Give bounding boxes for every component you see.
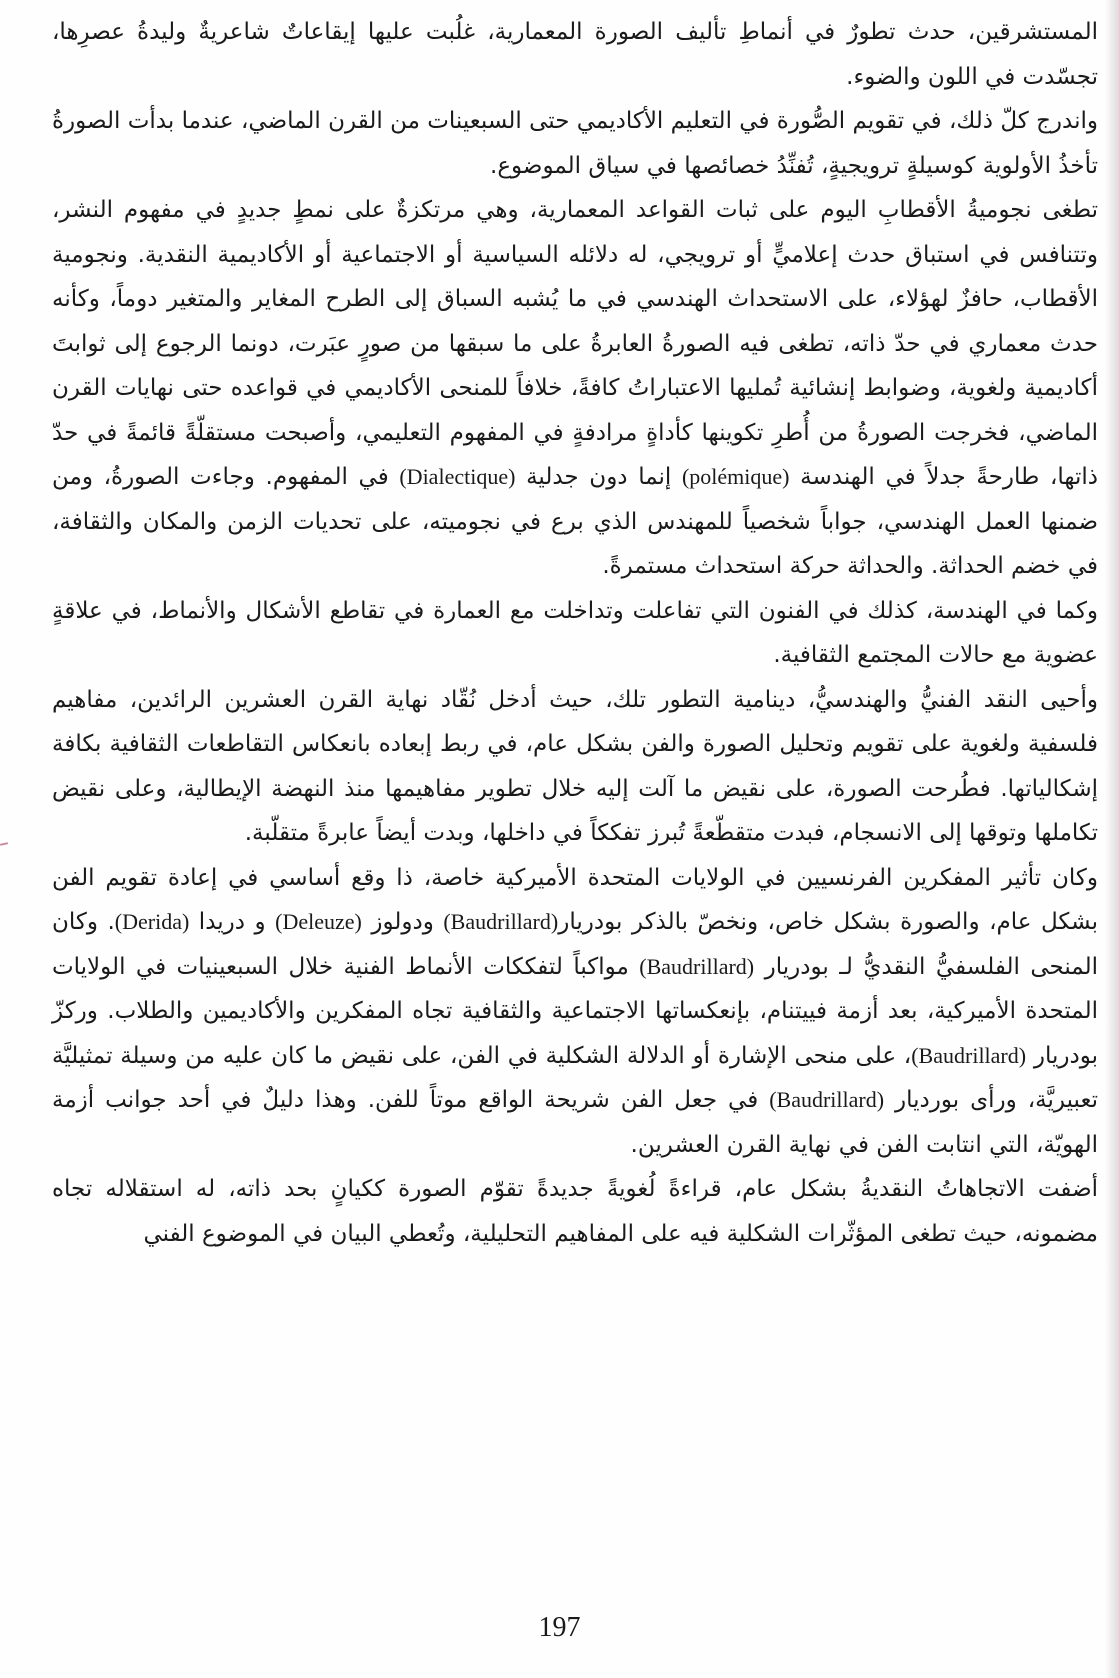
paragraph-2: واندرج كلّ ذلك، في تقويم الصُّورة في التعليم الأكاديمي حتى السبعينات من القرن الماضي، عندما بدأت الصورةُ تأخذُ الأولوية كوسيلةٍ ترويجيةٍ، تُفنِّدُ خصائصها في سياق الموضوع. — [52, 108, 1098, 179]
body-text — [52, 10, 1098, 1256]
page-number: 197 — [538, 1612, 581, 1643]
paragraph-6-text-1: وكان تأثير المفكرين الفرنسيين في الولايات المتحدة الأميركية خاصة، ذا وقع أساسي في إعادة تقويم الفن بشكل عام، والصورة بشكل خاص، ونخصّ بالذكر بودريار — [52, 864, 1099, 935]
margin-mark — [0, 842, 8, 846]
paragraph-3-body: تطغى نجوميةُ الأقطابِ اليوم على ثبات القواعد المعمارية، وهي مرتكزةٌ على نمطٍ جديدٍ في مفهوم النشر، وتتنافس في استباق حدث إعلاميٍّ أو ترويجي، له دلائله السياسية أو الاجتماعية أو الأكاديمية النقدية. ونجومية الأقطاب، حافزٌ لهؤلاء، على الاستحداث الهندسي في ما يُشبه السباق إلى الطرح المغاير والمتغير دوماً، وكأنه حدث معماري في حدّ ذاته، تطغى فيه الصورةُ العابرةُ على ما سبقها من صورٍ عبَرت، دونما الرجوع إلى ثوابتَ أكاديمية ولغوية، وضوابط إنشائية تُمليها الاعتباراتُ كافةً، خلافاً للمنحى الأكاديمي في قواعده حتى نهايات القرن الماضي، فخرجت الصورةُ من أُطرِ تكوينها كأداةٍ مرادفةٍ في المفهوم التعليمي، وأصبحت مستقلّةً قائمةً في حدّ ذاتها، طارحةً جدلاً في الهندسة — [52, 197, 1099, 490]
paragraph-6-text-2: ودولوز — [361, 909, 444, 935]
paragraph-1: المستشرقين، حدث تطورٌ في أنماطِ تأليف الصورة المعمارية، غلُبت عليها إيقاعاتٌ شاعريةٌ وليدةُ عصرِها، تجسّدت في اللون والضوء. — [52, 19, 1098, 90]
paragraph-6-text-6: ، على منحى الإشارة أو الدلالة الشكلية في الفن، على نقيض ما كان عليه من وسيلة تمثيليَّة تعبيريَّة، ورأى بورديار — [52, 1042, 1098, 1113]
term-deleuze: (Deleuze) — [275, 909, 362, 934]
paragraph-5: وأحيى النقد الفنيُّ والهندسيُّ، دينامية التطور تلك، حيث أدخل نُقّاد نهاية القرن العشرين الرائدين، مفاهيم فلسفية ولغوية على تقويم وتحليل الصورة والفن بشكل عام، في ربط إبعاده بانعكاس التقاطعات الثقافية بكافة إشكالياتها. فطُرحت الصورة، على نقيض ما آلت إليه خلال تطوير مفاهيمها منذ النهضة الإيطالية، وعلى نقيض تكاملها وتوقها إلى الانسجام، فبدت متقطّعةً تُبرز تفككاً في داخلها، وبدت أيضاً عابرةً متقلّبة. — [52, 686, 1098, 846]
paragraph-4: وكما في الهندسة، كذلك في الفنون التي تفاعلت وتداخلت مع العمارة في تقاطع الأشكال والأنماط، في علاقةٍ عضوية مع حالات المجتمع الثقافية. — [52, 597, 1098, 668]
paragraph-6-text-7: في جعل الفن شريحة الواقع موتاً للفن. وهذا دليلٌ في أحد جوانب أزمة الهويّة، التي انتابت الفن في نهاية — [52, 1087, 1098, 1158]
term-baudrillard-1: (Baudrillard) — [443, 909, 559, 934]
paragraph-3-text-b: في المفهوم. وجاءت الصورةُ، ومن ضمنها العمل الهندسي، جواباً شخصياً للمهندس الذي برع في نجوميته، على تحديات الزمن والمكان والثقافة، في خضم — [52, 464, 1098, 579]
paragraph-3-end: الحداثة. والحداثة حركة استحداث مستمرةً. — [602, 553, 1004, 579]
term-dialectique: (Dialectique) — [399, 464, 516, 489]
term-baudrillard-4: (Baudrillard) — [769, 1087, 885, 1112]
paragraph-6-text-3: و دريدا — [189, 909, 276, 935]
paragraph-6 — [52, 856, 1098, 1168]
term-polemique: (polémique) — [681, 464, 790, 489]
paragraph-3-text-a: إنما دون جدلية — [515, 464, 682, 490]
paragraph-6-text-4: . وكان المنحى الفلسفيُّ النقديُّ لـ بودريار — [52, 909, 1098, 980]
paragraph-6-end: القرن العشرين. — [630, 1131, 782, 1158]
term-derida: (Derida) — [114, 909, 190, 934]
term-baudrillard-3: (Baudrillard) — [911, 1042, 1027, 1068]
term-baudrillard-2: (Baudrillard) — [639, 953, 755, 979]
paragraph-6-text-5: مواكباً لتفككات الأنماط الفنية خلال السبعينيات في الولايات المتحدة الأميركية، بعد أزمة فييتنام، بإنعكساتها الاجتماعية والثقافية تجاه المفكرين والأكاديمين والطلاب. وركزّ بودريار — [52, 953, 1098, 1069]
paragraph-3 — [52, 188, 1098, 589]
page-binding-shadow — [1105, 0, 1119, 1678]
paragraph-7: أضفت الاتجاهاتُ النقديةُ بشكل عام، قراءةً لُغويةً جديدةً تقوّم الصورة ككيانٍ بحد ذاته، له استقلاله تجاه مضمونه، حيث تطغى المؤثّرات الشكلية فيه على المفاهيم التحليلية، وتُعطي البيان في الموضوع الفني — [52, 1176, 1098, 1247]
